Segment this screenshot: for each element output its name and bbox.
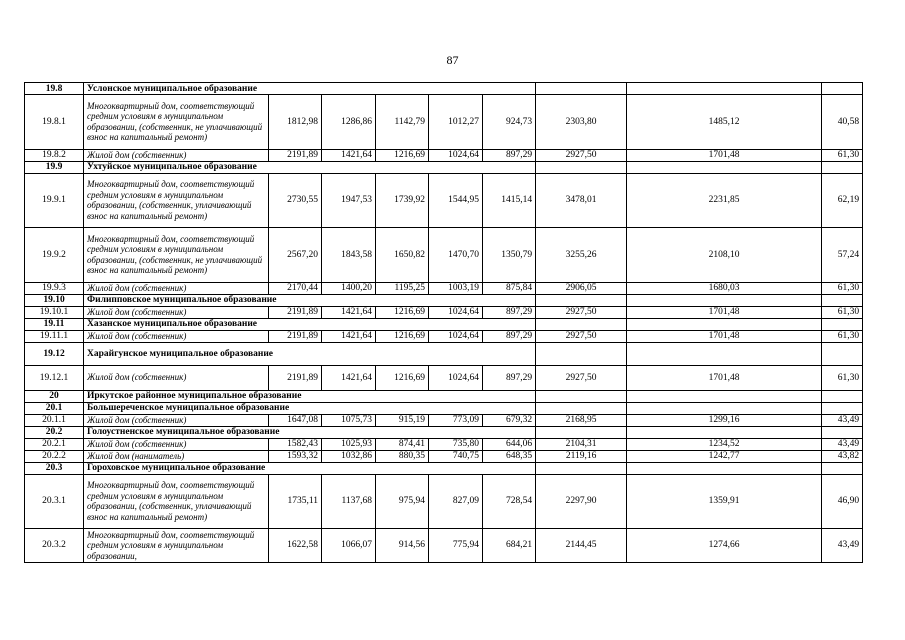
value-cell: 924,73: [483, 95, 536, 150]
row-code: 19.9.3: [25, 282, 84, 294]
value-cell: 1582,43: [269, 438, 322, 450]
section-code: 19.8: [25, 83, 84, 95]
section-title: Услонское муниципальное образование: [84, 83, 536, 95]
value-cell: 1142,79: [376, 95, 429, 150]
value-cell: 644,06: [483, 438, 536, 450]
value-cell: 975,94: [376, 474, 429, 529]
value-cell: 740,75: [429, 450, 483, 462]
tariff-table: [24, 82, 863, 563]
value-cell: 897,29: [483, 365, 536, 390]
value-cell: 1701,48: [627, 330, 822, 342]
value-cell: 1032,86: [322, 450, 376, 462]
row-description: Жилой дом (наниматель): [84, 450, 269, 462]
row-description: Многоквартирный дом, соответствующий средним условиям в муниципальном образовании, (собственник, уплачивающий взнос на капитальный ремонт): [84, 474, 269, 529]
empty-cell: [536, 402, 627, 414]
value-cell: 61,30: [822, 365, 863, 390]
row-code: 20.2.1: [25, 438, 84, 450]
section-title: Иркутское районное муниципальное образование: [84, 390, 536, 402]
value-cell: 43,49: [822, 438, 863, 450]
table-row: [25, 529, 863, 563]
value-cell: 43,49: [822, 529, 863, 563]
value-cell: 1400,20: [322, 282, 376, 294]
value-cell: 775,94: [429, 529, 483, 563]
table-row: [25, 149, 863, 161]
value-cell: 1421,64: [322, 149, 376, 161]
row-code: 19.12.1: [25, 365, 84, 390]
value-cell: 2927,50: [536, 306, 627, 318]
row-code: 19.9.2: [25, 228, 84, 283]
empty-cell: [536, 294, 627, 306]
value-cell: 1622,58: [269, 529, 322, 563]
empty-cell: [822, 402, 863, 414]
value-cell: 914,56: [376, 529, 429, 563]
value-cell: 915,19: [376, 414, 429, 426]
empty-cell: [536, 426, 627, 438]
section-code: 19.11: [25, 318, 84, 330]
empty-cell: [627, 402, 822, 414]
section-code: 19.10: [25, 294, 84, 306]
value-cell: 1947,53: [322, 173, 376, 228]
empty-cell: [627, 294, 822, 306]
section-row: [25, 161, 863, 173]
value-cell: 2191,89: [269, 330, 322, 342]
section-title: Гороховское муниципальное образование: [84, 462, 536, 474]
section-row: [25, 294, 863, 306]
row-description: Жилой дом (собственник): [84, 365, 269, 390]
row-description: Жилой дом (собственник): [84, 149, 269, 161]
empty-cell: [822, 342, 863, 365]
section-code: 19.12: [25, 342, 84, 365]
value-cell: 2191,89: [269, 306, 322, 318]
value-cell: 1485,12: [627, 95, 822, 150]
value-cell: 2303,80: [536, 95, 627, 150]
section-row: [25, 83, 863, 95]
value-cell: 61,30: [822, 282, 863, 294]
value-cell: 2170,44: [269, 282, 322, 294]
value-cell: 1843,58: [322, 228, 376, 283]
row-code: 20.2.2: [25, 450, 84, 462]
empty-cell: [536, 318, 627, 330]
value-cell: 1216,69: [376, 149, 429, 161]
value-cell: 1421,64: [322, 365, 376, 390]
value-cell: 1735,11: [269, 474, 322, 529]
section-code: 20: [25, 390, 84, 402]
row-code: 19.9.1: [25, 173, 84, 228]
value-cell: 2191,89: [269, 365, 322, 390]
value-cell: 1421,64: [322, 330, 376, 342]
value-cell: 1359,91: [627, 474, 822, 529]
value-cell: 897,29: [483, 306, 536, 318]
page-number: 87: [446, 53, 459, 67]
row-code: 20.3.2: [25, 529, 84, 563]
value-cell: 1286,86: [322, 95, 376, 150]
value-cell: 679,32: [483, 414, 536, 426]
value-cell: 61,30: [822, 330, 863, 342]
value-cell: 1195,25: [376, 282, 429, 294]
value-cell: 874,41: [376, 438, 429, 450]
value-cell: 61,30: [822, 306, 863, 318]
table-row: [25, 330, 863, 342]
value-cell: 1415,14: [483, 173, 536, 228]
value-cell: 1701,48: [627, 365, 822, 390]
empty-cell: [627, 83, 822, 95]
row-code: 20.1.1: [25, 414, 84, 426]
value-cell: 1701,48: [627, 149, 822, 161]
table-row: [25, 95, 863, 150]
value-cell: 1025,93: [322, 438, 376, 450]
value-cell: 1216,69: [376, 365, 429, 390]
value-cell: 1421,64: [322, 306, 376, 318]
row-description: Жилой дом (собственник): [84, 282, 269, 294]
value-cell: 2927,50: [536, 365, 627, 390]
row-description: Многоквартирный дом, соответствующий средним условиям в муниципальном образовании,: [84, 529, 269, 563]
value-cell: 1234,52: [627, 438, 822, 450]
value-cell: 1024,64: [429, 365, 483, 390]
value-cell: 897,29: [483, 149, 536, 161]
empty-cell: [627, 342, 822, 365]
row-description: Жилой дом (собственник): [84, 438, 269, 450]
section-title: Ухтуйское муниципальное образование: [84, 161, 536, 173]
value-cell: 2231,85: [627, 173, 822, 228]
value-cell: 61,30: [822, 149, 863, 161]
empty-cell: [822, 294, 863, 306]
value-cell: 1650,82: [376, 228, 429, 283]
table-row: [25, 474, 863, 529]
value-cell: 827,09: [429, 474, 483, 529]
empty-cell: [536, 390, 627, 402]
empty-cell: [822, 318, 863, 330]
section-title: Филипповское муниципальное образование: [84, 294, 536, 306]
value-cell: 684,21: [483, 529, 536, 563]
value-cell: 1812,98: [269, 95, 322, 150]
section-code: 20.2: [25, 426, 84, 438]
value-cell: 1216,69: [376, 330, 429, 342]
table-row: [25, 450, 863, 462]
empty-cell: [627, 462, 822, 474]
empty-cell: [822, 462, 863, 474]
section-code: 20.1: [25, 402, 84, 414]
section-row: [25, 426, 863, 438]
row-code: 19.10.1: [25, 306, 84, 318]
value-cell: 3478,01: [536, 173, 627, 228]
section-row: [25, 318, 863, 330]
section-title: Харайгунское муниципальное образование: [84, 342, 536, 365]
value-cell: 62,19: [822, 173, 863, 228]
table-row: [25, 306, 863, 318]
value-cell: 2104,31: [536, 438, 627, 450]
value-cell: 1216,69: [376, 306, 429, 318]
value-cell: 43,49: [822, 414, 863, 426]
row-code: 19.8.2: [25, 149, 84, 161]
row-description: Многоквартирный дом, соответствующий средним условиям в муниципальном образовании, (собственник, не уплачивающий взнос на капитальный ремонт): [84, 228, 269, 283]
section-title: Большереченское муниципальное образование: [84, 402, 536, 414]
empty-cell: [536, 462, 627, 474]
value-cell: 773,09: [429, 414, 483, 426]
section-code: 20.3: [25, 462, 84, 474]
value-cell: 1024,64: [429, 149, 483, 161]
value-cell: 1680,03: [627, 282, 822, 294]
value-cell: 2927,50: [536, 149, 627, 161]
section-code: 19.9: [25, 161, 84, 173]
value-cell: 1024,64: [429, 330, 483, 342]
value-cell: 2144,45: [536, 529, 627, 563]
row-description: Жилой дом (собственник): [84, 414, 269, 426]
row-description: Многоквартирный дом, соответствующий средним условиям в муниципальном образовании, (собственник, уплачивающий взнос на капитальный ремонт): [84, 173, 269, 228]
row-code: 19.8.1: [25, 95, 84, 150]
value-cell: 1647,08: [269, 414, 322, 426]
empty-cell: [822, 426, 863, 438]
value-cell: 1012,27: [429, 95, 483, 150]
value-cell: 897,29: [483, 330, 536, 342]
empty-cell: [536, 83, 627, 95]
value-cell: 2730,55: [269, 173, 322, 228]
value-cell: 880,35: [376, 450, 429, 462]
row-code: 19.11.1: [25, 330, 84, 342]
value-cell: 57,24: [822, 228, 863, 283]
value-cell: 1701,48: [627, 306, 822, 318]
row-code: 20.3.1: [25, 474, 84, 529]
value-cell: 2191,89: [269, 149, 322, 161]
table-row: [25, 228, 863, 283]
row-description: Многоквартирный дом, соответствующий средним условиям в муниципальном образовании, (собственник, не уплачивающий взнос на капитальный ремонт): [84, 95, 269, 150]
value-cell: 1075,73: [322, 414, 376, 426]
empty-cell: [627, 390, 822, 402]
section-row: [25, 390, 863, 402]
value-cell: 46,90: [822, 474, 863, 529]
table-row: [25, 414, 863, 426]
value-cell: 735,80: [429, 438, 483, 450]
value-cell: 3255,26: [536, 228, 627, 283]
value-cell: 1066,07: [322, 529, 376, 563]
section-row: [25, 402, 863, 414]
table-row: [25, 282, 863, 294]
empty-cell: [822, 83, 863, 95]
value-cell: 1470,70: [429, 228, 483, 283]
value-cell: 1739,92: [376, 173, 429, 228]
empty-cell: [822, 161, 863, 173]
value-cell: 2906,05: [536, 282, 627, 294]
section-title: Хазанское муниципальное образование: [84, 318, 536, 330]
value-cell: 1274,66: [627, 529, 822, 563]
row-description: Жилой дом (собственник): [84, 306, 269, 318]
value-cell: 1024,64: [429, 306, 483, 318]
value-cell: 1137,68: [322, 474, 376, 529]
value-cell: 1593,32: [269, 450, 322, 462]
empty-cell: [536, 342, 627, 365]
section-row: [25, 462, 863, 474]
value-cell: 875,84: [483, 282, 536, 294]
value-cell: 1350,79: [483, 228, 536, 283]
empty-cell: [536, 161, 627, 173]
empty-cell: [627, 318, 822, 330]
table-row: [25, 365, 863, 390]
value-cell: 2297,90: [536, 474, 627, 529]
table-row: [25, 173, 863, 228]
empty-cell: [822, 390, 863, 402]
empty-cell: [627, 426, 822, 438]
value-cell: 728,54: [483, 474, 536, 529]
value-cell: 2927,50: [536, 330, 627, 342]
section-title: Голоустненское муниципальное образование: [84, 426, 536, 438]
value-cell: 43,82: [822, 450, 863, 462]
row-description: Жилой дом (собственник): [84, 330, 269, 342]
value-cell: 2108,10: [627, 228, 822, 283]
value-cell: 1544,95: [429, 173, 483, 228]
section-row: [25, 342, 863, 365]
value-cell: 2567,20: [269, 228, 322, 283]
value-cell: 2168,95: [536, 414, 627, 426]
value-cell: 40,58: [822, 95, 863, 150]
empty-cell: [627, 161, 822, 173]
value-cell: 2119,16: [536, 450, 627, 462]
table-row: [25, 438, 863, 450]
value-cell: 1242,77: [627, 450, 822, 462]
value-cell: 1003,19: [429, 282, 483, 294]
value-cell: 1299,16: [627, 414, 822, 426]
value-cell: 648,35: [483, 450, 536, 462]
